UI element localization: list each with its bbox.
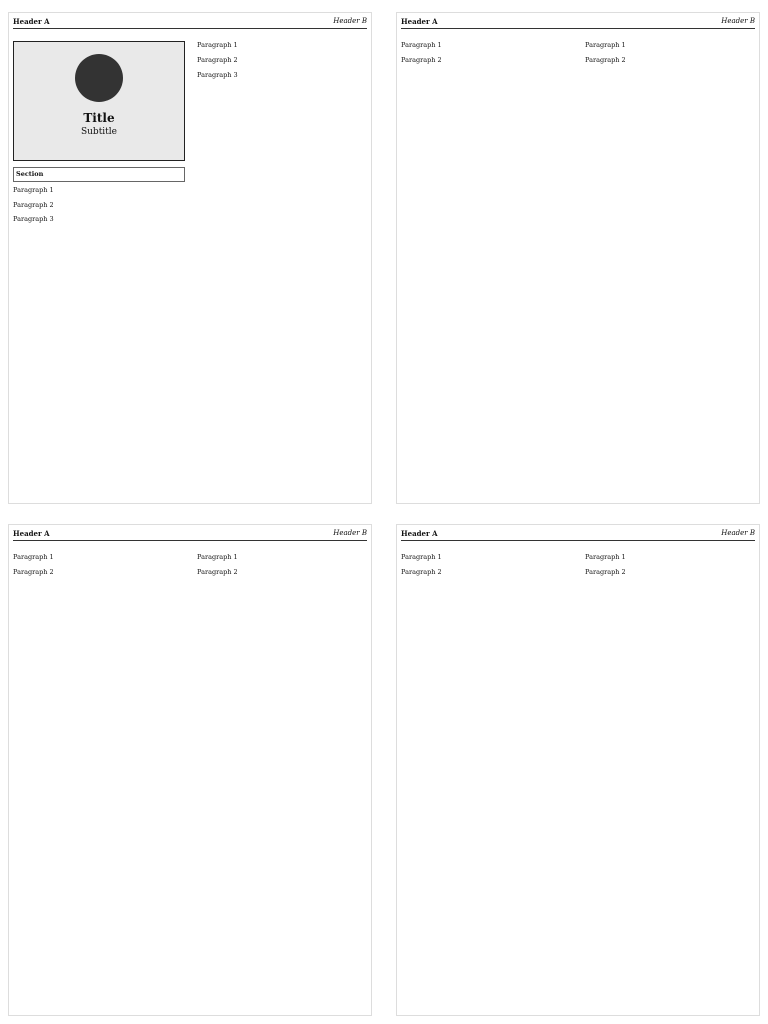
paragraph: Paragraph 3	[197, 70, 238, 79]
header-right: Header B	[333, 17, 367, 25]
right-column	[585, 553, 757, 1007]
paragraph: Paragraph 2	[197, 567, 238, 576]
cover-box	[13, 41, 185, 161]
page-header	[401, 17, 755, 29]
left-column	[401, 41, 573, 495]
paragraph: Paragraph 2	[13, 567, 54, 576]
paragraph: Paragraph 1	[197, 41, 238, 49]
box-title: Title	[83, 111, 115, 125]
paragraph: Paragraph 2	[585, 567, 626, 576]
page-4	[396, 524, 760, 1016]
paragraph: Paragraph 2	[401, 567, 442, 576]
paragraph: Paragraph 2	[585, 55, 626, 64]
paragraph: Paragraph 1	[585, 41, 626, 49]
page-2	[396, 12, 760, 504]
header-left: Header A	[401, 529, 438, 538]
left-column	[13, 41, 185, 495]
header-left: Header A	[401, 17, 438, 26]
right-column	[585, 41, 757, 495]
paragraph: Paragraph 1	[585, 553, 626, 561]
page-header	[401, 529, 755, 541]
left-column	[13, 553, 185, 1007]
paragraph: Paragraph 2	[197, 55, 238, 64]
header-right: Header B	[721, 529, 755, 537]
page-header	[13, 17, 367, 29]
logo-icon	[75, 54, 123, 102]
left-column	[401, 553, 573, 1007]
header-left: Header A	[13, 529, 50, 538]
header-left: Header A	[13, 17, 50, 26]
section-heading: Section	[13, 167, 185, 182]
header-right: Header B	[721, 17, 755, 25]
paragraph: Paragraph 1	[401, 41, 442, 49]
right-column	[197, 41, 369, 495]
paragraph: Paragraph 1	[197, 553, 238, 561]
paragraph: Paragraph 2	[13, 200, 54, 209]
paragraph: Paragraph 1	[401, 553, 442, 561]
page-3	[8, 524, 372, 1016]
paragraph: Paragraph 1	[13, 553, 54, 561]
paragraph: Paragraph 2	[401, 55, 442, 64]
paragraph: Paragraph 3	[13, 215, 54, 224]
header-right: Header B	[333, 529, 367, 537]
box-subtitle: Subtitle	[80, 127, 118, 138]
right-column	[197, 553, 369, 1007]
page-1	[8, 12, 372, 504]
paragraph: Paragraph 1	[13, 185, 54, 194]
page-header	[13, 529, 367, 541]
